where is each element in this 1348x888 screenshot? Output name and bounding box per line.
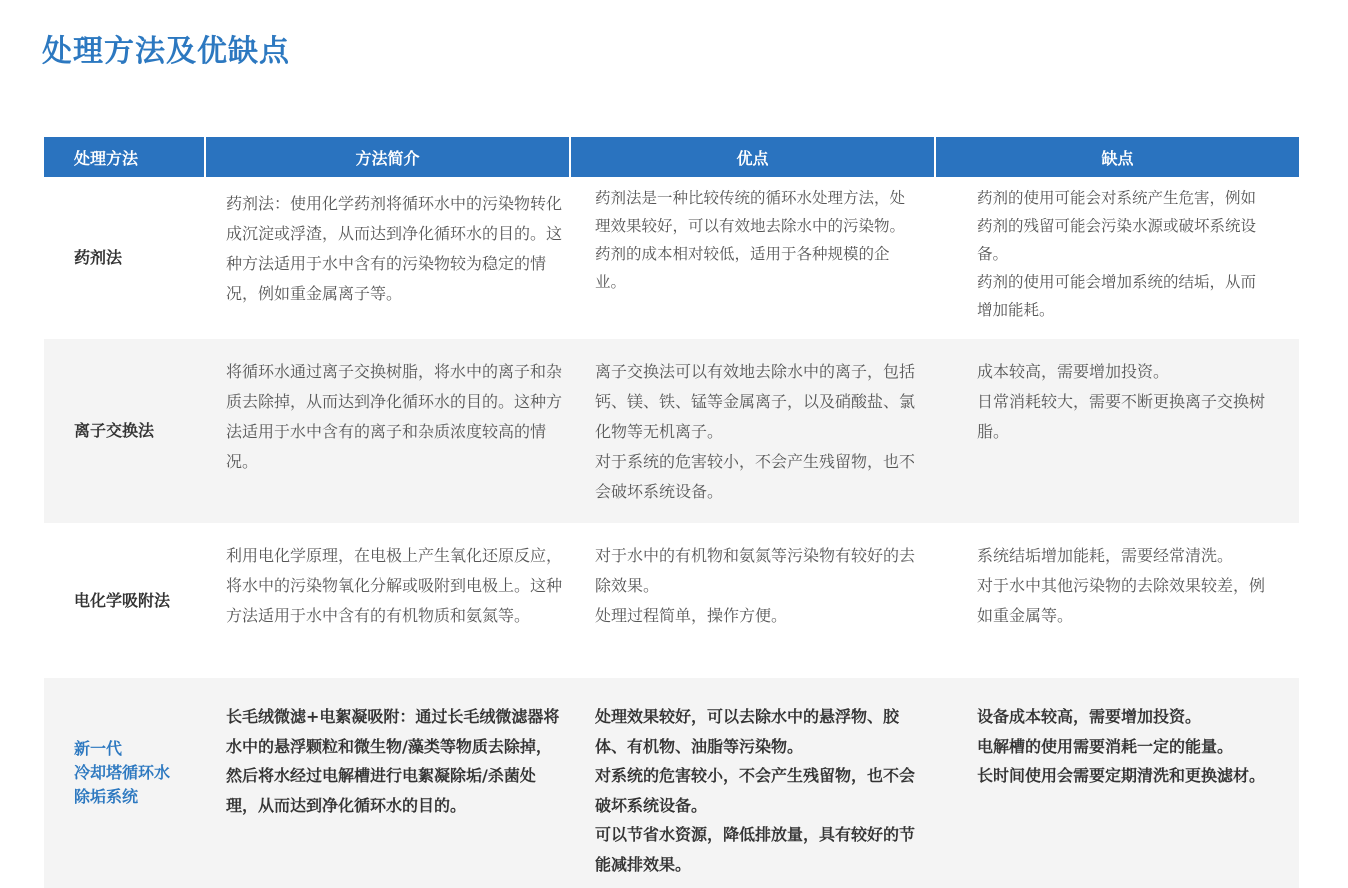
cons-item: 系统结垢增加能耗，需要经常清洗。 — [977, 546, 1234, 565]
method-cons — [935, 177, 1299, 339]
cons-item: 电解槽的使用需要消耗一定的能量。 — [977, 736, 1234, 756]
method-name-line: 除垢系统 — [74, 787, 139, 806]
method-cons — [935, 523, 1299, 678]
pros-item: 对于系统的危害较小，不会产生残留物，也不会破坏系统设备。 — [595, 452, 916, 501]
method-pros — [570, 339, 935, 523]
method-description: 长毛绒微滤+电絮凝吸附：通过长毛绒微滤器将水中的悬浮颗粒和微生物/藻类等物质去除掉，然后将水经过电解槽进行电絮凝除垢/杀菌处理，从而达到净化循环水的目的。 — [205, 678, 570, 888]
pros-item: 可以节省水资源，降低排放量，具有较好的节能减排效果。 — [595, 825, 916, 874]
method-name: 药剂法 — [44, 177, 205, 339]
pros-item: 处理效果较好，可以去除水中的悬浮物、胶体、有机物、油脂等污染物。 — [595, 707, 900, 756]
table-row-highlight — [44, 678, 1299, 888]
pros-item: 对系统的危害较小，不会产生残留物，也不会破坏系统设备。 — [595, 766, 916, 815]
method-name-line: 新一代 — [74, 739, 123, 758]
header-method: 处理方法 — [44, 137, 205, 177]
header-pros: 优点 — [570, 137, 935, 177]
method-description: 药剂法：使用化学药剂将循环水中的污染物转化成沉淀或浮渣，从而达到净化循环水的目的。这种方法适用于水中含有的污染物较为稳定的情况，例如重金属离子等。 — [205, 177, 570, 339]
cons-item: 设备成本较高，需要增加投资。 — [977, 707, 1202, 726]
pros-item: 药剂的成本相对较低，适用于各种规模的企业。 — [595, 245, 890, 291]
cons-item: 药剂的使用可能会增加系统的结垢，从而增加能耗。 — [977, 273, 1257, 319]
method-cons — [935, 678, 1299, 888]
cons-item: 日常消耗较大，需要不断更换离子交换树脂。 — [977, 392, 1266, 441]
method-description: 利用电化学原理，在电极上产生氧化还原反应，将水中的污染物氧化分解或吸附到电极上。这种方法适用于水中含有的有机物质和氨氮等。 — [205, 523, 570, 678]
method-pros — [570, 678, 935, 888]
method-cons — [935, 339, 1299, 523]
pros-item: 处理过程简单，操作方便。 — [595, 606, 788, 625]
method-name-highlight — [44, 678, 205, 888]
cons-item: 成本较高，需要增加投资。 — [977, 362, 1170, 381]
table-row — [44, 177, 1299, 339]
methods-comparison-table — [44, 137, 1299, 888]
page-title: 处理方法及优缺点 — [42, 34, 290, 69]
header-cons: 缺点 — [935, 137, 1299, 177]
method-pros — [570, 177, 935, 339]
table-row — [44, 339, 1299, 523]
method-pros — [570, 523, 935, 678]
pros-item: 药剂法是一种比较传统的循环水处理方法，处理效果较好，可以有效地去除水中的污染物。 — [595, 189, 906, 235]
pros-item: 离子交换法可以有效地去除水中的离子，包括钙、镁、铁、锰等金属离子，以及硝酸盐、氯化物等无机离子。 — [595, 362, 916, 441]
method-name: 电化学吸附法 — [44, 523, 205, 678]
table-header-row — [44, 137, 1299, 177]
method-description: 将循环水通过离子交换树脂，将水中的离子和杂质去除掉，从而达到净化循环水的目的。这种方法适用于水中含有的离子和杂质浓度较高的情况。 — [205, 339, 570, 523]
method-name: 离子交换法 — [44, 339, 205, 523]
method-name-line: 冷却塔循环水 — [74, 763, 171, 782]
pros-item: 对于水中的有机物和氨氮等污染物有较好的去除效果。 — [595, 546, 916, 595]
cons-item: 长时间使用会需要定期清洗和更换滤材。 — [977, 766, 1266, 785]
table-row — [44, 523, 1299, 678]
cons-item: 对于水中其他污染物的去除效果较差，例如重金属等。 — [977, 576, 1266, 625]
cons-item: 药剂的使用可能会对系统产生危害，例如药剂的残留可能会污染水源或破坏系统设备。 — [977, 189, 1257, 263]
header-description: 方法简介 — [205, 137, 570, 177]
